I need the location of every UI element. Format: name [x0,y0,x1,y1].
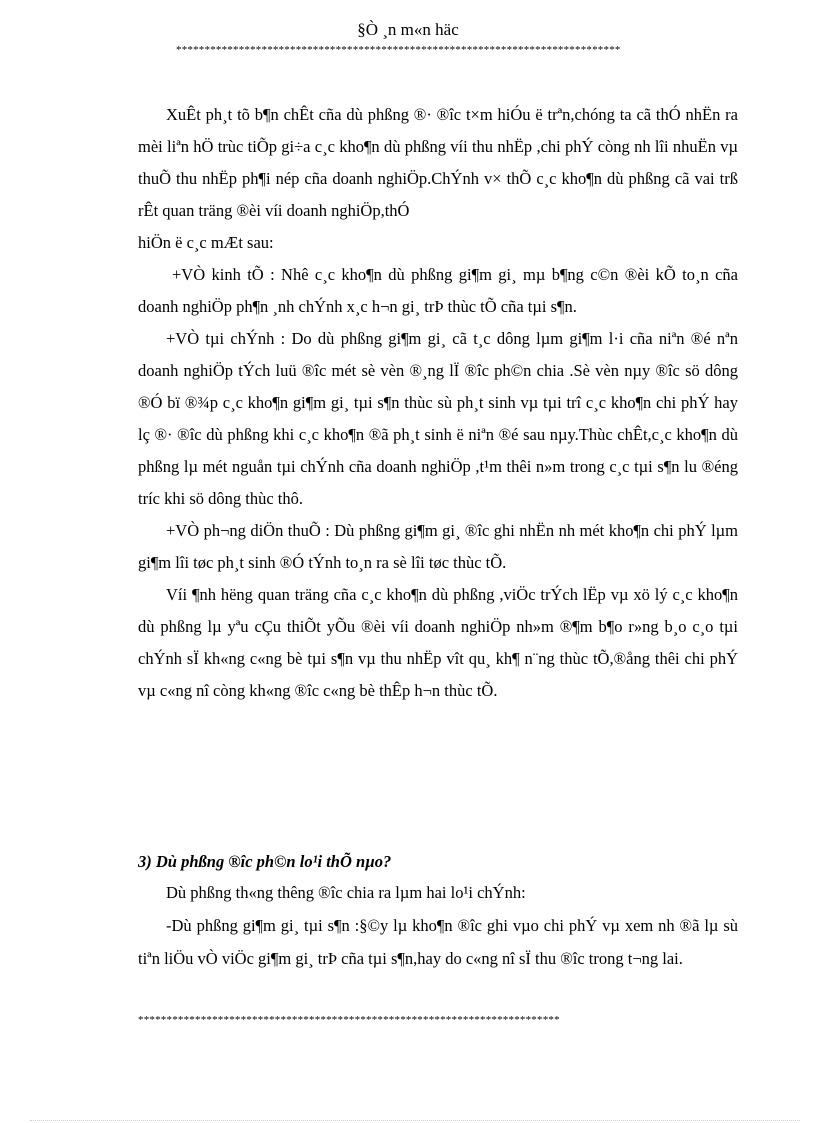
paragraph-importance: Víi ¶nh hëng quan träng cña c¸c kho¶n dù phßng ,viÖc trÝch lËp vµ xö lý c¸c kho¶n dù phßng lµ yªu cÇu thiÕt yÕu ®èi víi doanh nghiÖp nh»m ®¶m b¶o r»ng b¸o c¸o tµi chÝnh sÏ kh«ng c«ng bè tµi s¶n vµ thu nhËp vît qu¸ kh¶ n¨ng thùc tÕ,®ång thêi chi phÝ vµ c«ng nî còng kh«ng ®îc c«ng bè thÊp h¬n thùc tÕ. [138,585,738,700]
header-asterisk-rule: ****************************************************************************** [176,44,621,56]
paragraph-tax-role: +VÒ ph¬ng diÖn thuÕ : Dù phßng gi¶m gi¸ ®îc ghi nhËn nh mét kho¶n chi phÝ lµm gi¶m lîi tøc ph¸t sinh ®Ó tÝnh to¸n ra sè lîi tøc thùc tÕ. [138,521,738,572]
document-body [138,99,738,707]
paragraph-intro-continuation: hiÖn ë c¸c mÆt sau: [138,233,274,252]
paragraph-asset-impairment: -Dù phßng gi¶m gi¸ tµi s¶n :§©y lµ kho¶n ®îc ghi vµo chi phÝ vµ xem nh ®ã lµ sù tiªn liÖu vÒ viÖc gi¶m gi¸ trÞ cña tµi s¶n,hay do c«ng nî sÏ thu ®îc trong t¬ng lai. [138,916,738,968]
section-body [138,876,738,975]
section-heading: 3) Dù phßng ®îc ph©n lo¹i thÕ nµo? [138,852,392,871]
page-bottom-edge [30,1120,800,1121]
paragraph-classification-intro: Dù phßng th«ng thêng ®îc chia ra lµm hai lo¹i chÝnh: [166,883,526,902]
paragraph-financial-role: +VÒ tµi chÝnh : Do dù phßng gi¶m gi¸ cã t¸c dông lµm gi¶m l·i cña niªn ®é nªn doanh nghiÖp tÝch luü ®îc mét sè vèn ®¸ng lÏ ®îc ph©n chia .Sè vèn nµy ®îc sö dông ®Ó bï ®¾p c¸c kho¶n gi¶m gi¸ tµi s¶n thùc sù ph¸t sinh vµ tµi trî c¸c kho¶n chi phÝ hay lç ®· ®îc dù phßng khi c¸c kho¶n ®ã ph¸t sinh ë niªn ®é sau nµy.Thùc chÊt,c¸c kho¶n dù phßng lµ mét nguån tµi chÝnh cña doanh nghiÖp ,t¹m thêi n»m trong c¸c tµi s¶n lu ®éng tríc khi sö dông thùc thô. [138,329,738,508]
page-header-title: §Ò ¸n m«n häc [357,20,459,39]
footer-asterisk-rule: ************************************************************************** [138,1014,560,1026]
paragraph-intro: XuÊt ph¸t tõ b¶n chÊt cña dù phßng ®· ®îc t×m hiÓu ë trªn,chóng ta cã thÓ nhËn ra mèi liªn hÖ trùc tiÕp gi÷a c¸c kho¶n dù phßng víi thu nhËp ,chi phÝ còng nh lîi nhuËn vµ thuÕ thu nhËp ph¶i nép cña doanh nghiÖp.ChÝnh v× thÕ c¸c kho¶n dù phßng cã vai trß rÊt quan träng ®èi víi doanh nghiÖp,thÓ [138,105,738,220]
paragraph-economic-role: +VÒ kinh tÕ : Nhê c¸c kho¶n dù phßng gi¶m gi¸ mµ b¶ng c©n ®èi kÕ to¸n cña doanh nghiÖp ph¶n ¸nh chÝnh x¸c h¬n gi¸ trÞ thùc tÕ cña tµi s¶n. [138,265,738,316]
